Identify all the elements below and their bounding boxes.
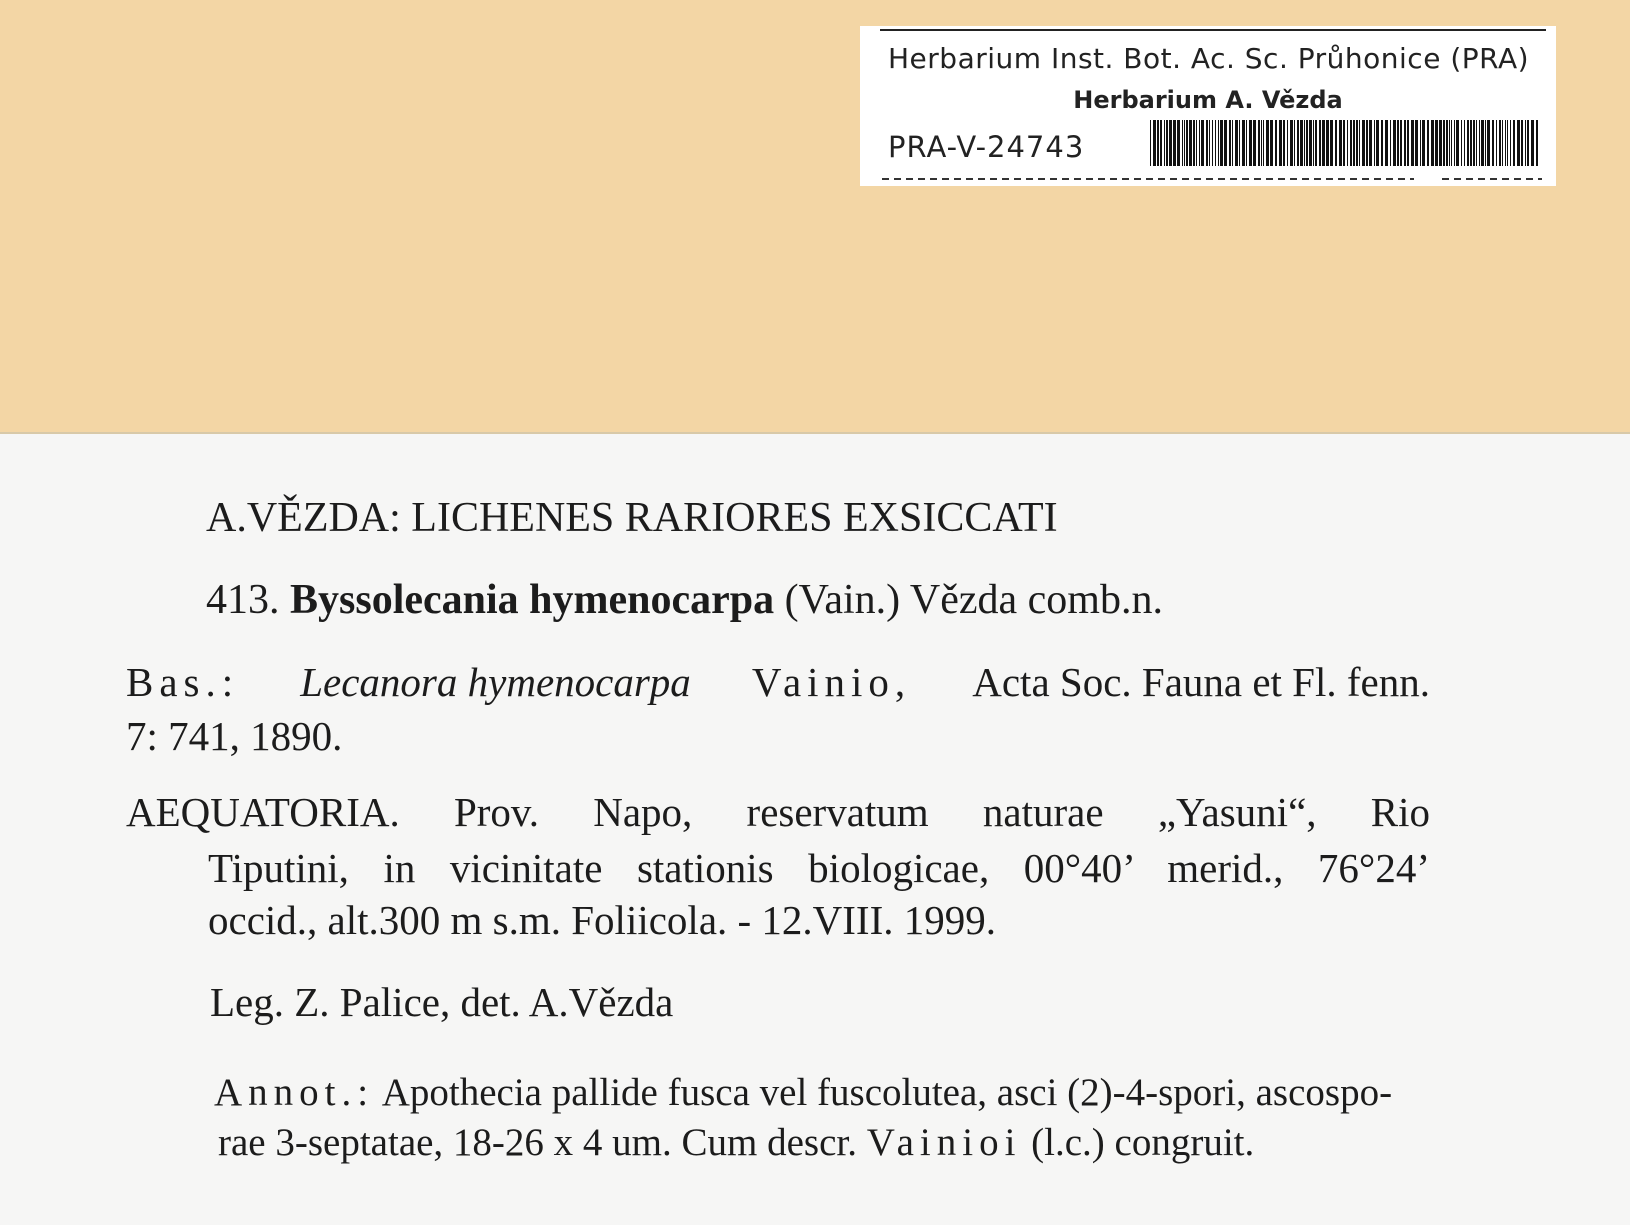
- exsiccata-label: [0, 432, 1630, 1225]
- barcode-bar: [1304, 120, 1305, 166]
- barcode-bar: [1300, 120, 1303, 166]
- barcode-bar: [1353, 120, 1355, 166]
- barcode-bar: [1153, 120, 1156, 166]
- barcode-bar: [1313, 120, 1314, 166]
- barcode-bar: [1229, 120, 1231, 166]
- barcode-bar: [1513, 120, 1515, 166]
- barcode-bar: [1150, 120, 1151, 166]
- barcode-bar: [1435, 120, 1438, 166]
- barcode-bar: [1487, 120, 1490, 166]
- barcode-bar: [1362, 120, 1365, 166]
- barcode-bar: [1235, 120, 1238, 166]
- barcode-bar: [1470, 120, 1472, 166]
- barcode-bar: [1242, 120, 1245, 166]
- barcode-bar: [1510, 120, 1511, 166]
- barcode-bar: [1536, 120, 1538, 166]
- barcode-bar: [1527, 120, 1529, 166]
- barcode-bar: [1206, 120, 1208, 166]
- basionym-name: Lecanora hymenocarpa: [300, 659, 691, 705]
- taxon-name: Byssolecania hymenocarpa: [290, 577, 775, 623]
- barcode-bar: [1407, 120, 1409, 166]
- barcode-bar: [1381, 120, 1383, 166]
- barcode-bar: [1261, 120, 1262, 166]
- barcode-bar: [1330, 120, 1333, 166]
- basionym-line: [126, 658, 1430, 706]
- barcode-bar: [1517, 120, 1520, 166]
- barcode-bar: [1446, 120, 1448, 166]
- barcode-bar: [1376, 120, 1379, 166]
- barcode-bar: [1177, 120, 1180, 166]
- annotation-text-2a: rae 3-septatae, 18-26 x 4 um. Cum descr.: [218, 1121, 857, 1164]
- barcode-bar: [1258, 120, 1260, 166]
- barcode-bar: [1411, 120, 1414, 166]
- barcode-bar: [1263, 120, 1264, 166]
- barcode-bar: [1246, 120, 1247, 166]
- collection-name: Herbarium A. Vězda: [1073, 86, 1343, 114]
- barcode-bar: [1356, 120, 1358, 166]
- barcode-bar: [1359, 120, 1360, 166]
- accession-number: PRA-V-24743: [888, 130, 1085, 164]
- barcode-bar: [1521, 120, 1523, 166]
- barcode-bar: [1481, 120, 1484, 166]
- barcode-bar: [1297, 120, 1299, 166]
- annotation-prefix: Annot.:: [214, 1071, 375, 1114]
- barcode-bar: [1507, 120, 1508, 166]
- annotation-line-1: [214, 1070, 1392, 1115]
- annotation-text-1: Apothecia pallide fusca vel fuscolutea, asci (2)-4-spori, ascospo-: [381, 1071, 1393, 1114]
- barcode-bar: [1339, 120, 1342, 166]
- annotation-text-2b: (l.c.) congruit.: [1031, 1121, 1255, 1164]
- basionym-citation: Acta Soc. Fauna et Fl. fenn.: [972, 659, 1430, 705]
- barcode-bar: [1461, 120, 1462, 166]
- exsiccata-number: 413.: [206, 577, 280, 623]
- barcode-bar: [1306, 120, 1308, 166]
- barcode-bar: [1322, 120, 1325, 166]
- barcode-bar: [1505, 120, 1506, 166]
- barcode-bar: [1218, 120, 1219, 166]
- basionym-citation-line2: 7: 741, 1890.: [126, 713, 343, 759]
- barcode-bar: [1249, 120, 1252, 166]
- barcode-bar: [1287, 120, 1288, 166]
- barcode-bar: [1374, 120, 1375, 166]
- barcode-bar: [1393, 120, 1396, 166]
- barcode-bar: [1485, 120, 1486, 166]
- taxon-heading: [206, 576, 1163, 624]
- barcode-bar: [1496, 120, 1497, 166]
- barcode-bar: [1454, 120, 1455, 166]
- barcode-bar: [1209, 120, 1210, 166]
- barcode-bar: [1422, 120, 1425, 166]
- barcode-bar: [1160, 120, 1162, 166]
- basionym-author: Vainio,: [751, 659, 912, 705]
- collector-determiner: Leg. Z. Palice, det. A.Vězda: [210, 979, 674, 1025]
- barcode-bar: [1279, 120, 1282, 166]
- barcode-bar: [1315, 120, 1317, 166]
- barcode-bar: [1201, 120, 1204, 166]
- annotation-line-2: [218, 1120, 1254, 1165]
- barcode-bar: [1215, 120, 1216, 166]
- barcode-bar: [1290, 120, 1293, 166]
- barcode-bar: [1415, 120, 1418, 166]
- basionym-prefix: Bas.:: [126, 659, 240, 705]
- barcode-bar: [1196, 120, 1197, 166]
- barcode-bar: [1164, 120, 1165, 166]
- barcode-bar: [1390, 120, 1391, 166]
- barcode-bar: [1173, 120, 1176, 166]
- barcode-bar: [1189, 120, 1192, 166]
- barcode-bar: [1502, 120, 1503, 166]
- barcode-bar: [1492, 120, 1494, 166]
- label-dashed-rule: [882, 178, 1542, 180]
- barcode-bar: [1400, 120, 1402, 166]
- barcode-bar: [1499, 120, 1501, 166]
- barcode-bar: [1294, 120, 1295, 166]
- barcode-bar: [1397, 120, 1399, 166]
- barcode-bar: [1476, 120, 1477, 166]
- barcode-bar: [1232, 120, 1233, 166]
- barcode-bar: [1182, 120, 1183, 166]
- barcode-bar: [1224, 120, 1227, 166]
- barcode: [1150, 120, 1540, 166]
- herbarium-barcode-label: [860, 26, 1556, 186]
- barcode-bar: [1169, 120, 1172, 166]
- barcode-bar: [1319, 120, 1321, 166]
- barcode-bar: [1420, 120, 1421, 166]
- barcode-bar: [1347, 120, 1348, 166]
- barcode-bar: [1479, 120, 1480, 166]
- barcode-bar: [1451, 120, 1452, 166]
- barcode-bar: [1439, 120, 1442, 166]
- institution-name: Herbarium Inst. Bot. Ac. Sc. Průhonice (PRA): [888, 42, 1530, 75]
- barcode-bar: [1166, 120, 1168, 166]
- locality-line-2: Tiputini, in vicinitate stationis biologicae, 00°40’ merid., 76°24’: [208, 845, 1430, 891]
- barcode-bar: [1343, 120, 1345, 166]
- barcode-bar: [1427, 120, 1429, 166]
- barcode-bar: [1220, 120, 1223, 166]
- barcode-bar: [1193, 120, 1195, 166]
- barcode-bar: [1283, 120, 1285, 166]
- barcode-bar: [1525, 120, 1526, 166]
- barcode-bar: [1253, 120, 1256, 166]
- barcode-bar: [1186, 120, 1188, 166]
- barcode-bar: [1467, 120, 1469, 166]
- barcode-bar: [1369, 120, 1372, 166]
- taxon-author: (Vain.) Vězda comb.n.: [784, 577, 1163, 623]
- barcode-bar: [1443, 120, 1445, 166]
- barcode-bar: [1199, 120, 1200, 166]
- barcode-bar: [1464, 120, 1465, 166]
- barcode-bar: [1270, 120, 1273, 166]
- barcode-bar: [1157, 120, 1159, 166]
- barcode-bar: [1350, 120, 1352, 166]
- locality-line-1: AEQUATORIA. Prov. Napo, reservatum naturae „Yasuni“, Rio: [126, 789, 1430, 835]
- barcode-bar: [1275, 120, 1277, 166]
- barcode-bar: [1212, 120, 1213, 166]
- specimen-envelope: [0, 0, 1630, 434]
- barcode-bar: [1404, 120, 1406, 166]
- locality-line-3: occid., alt.300 m s.m. Foliicola. - 12.VIII. 1999.: [208, 897, 996, 943]
- barcode-bar: [1326, 120, 1329, 166]
- barcode-bar: [1184, 120, 1185, 166]
- barcode-bar: [1456, 120, 1459, 166]
- barcode-bar: [1385, 120, 1388, 166]
- barcode-bar: [1431, 120, 1434, 166]
- barcode-bar: [1309, 120, 1312, 166]
- barcode-bar: [1335, 120, 1337, 166]
- barcode-bar: [1266, 120, 1269, 166]
- annotation-author: Vainioi: [866, 1121, 1022, 1164]
- barcode-bar: [1449, 120, 1450, 166]
- barcode-bar: [1473, 120, 1475, 166]
- barcode-bar: [1239, 120, 1240, 166]
- series-title: A.VĚZDA: LICHENES RARIORES EXSICCATI: [206, 495, 1058, 541]
- label-top-rule: [880, 29, 1546, 31]
- barcode-bar: [1366, 120, 1368, 166]
- barcode-bar: [1531, 120, 1534, 166]
